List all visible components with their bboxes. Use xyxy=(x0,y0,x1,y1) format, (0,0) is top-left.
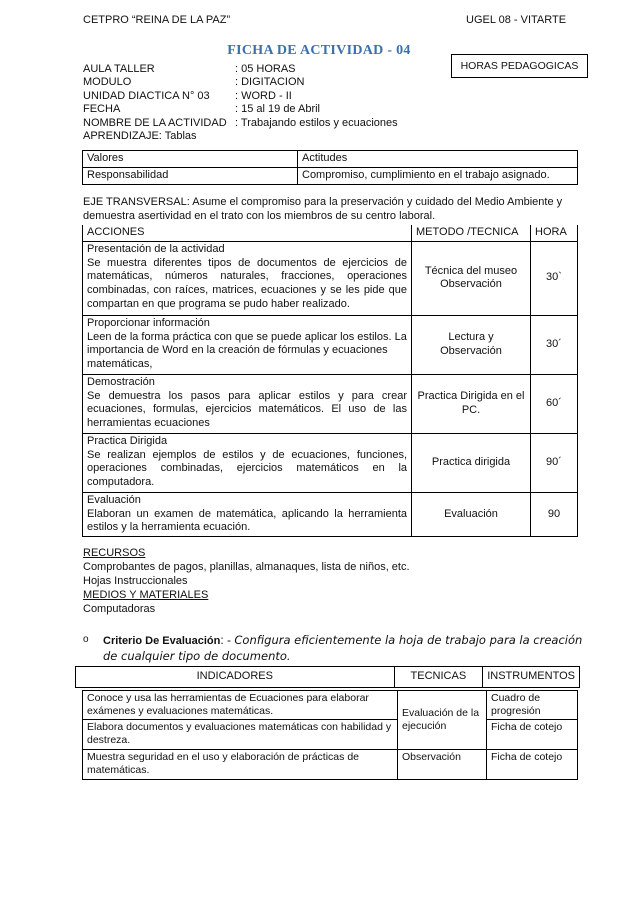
indicadores-header-table xyxy=(75,666,580,688)
header-left: CETPRO “REINA DE LA PAZ” xyxy=(83,14,231,26)
accion-title: Demostración xyxy=(87,375,155,388)
info-key: NOMBRE DE LA ACTIVIDAD xyxy=(83,116,227,129)
metodo-header: METODO /TECNICA xyxy=(412,225,531,241)
tecnicas-header: TECNICAS xyxy=(394,667,483,688)
accion-cell xyxy=(83,374,412,433)
metodo-cell: Evaluación xyxy=(412,492,531,536)
table-row xyxy=(83,691,578,720)
instrumento-cell: Cuadro de progresión xyxy=(487,691,578,720)
recursos-heading: RECURSOS xyxy=(83,547,146,559)
hora-cell: 30` xyxy=(531,241,578,315)
info-value: : 05 HORAS xyxy=(235,63,296,75)
accion-cell xyxy=(83,492,412,536)
hora-cell: 90´ xyxy=(531,433,578,492)
criterio-evaluacion xyxy=(83,633,583,664)
medios-heading: MEDIOS Y MATERIALES xyxy=(83,589,209,601)
info-key: APRENDIZAJE: Tablas xyxy=(83,129,197,142)
table-row xyxy=(83,241,578,315)
info-row xyxy=(83,103,398,116)
accion-desc: Elaboran un examen de matemática, aplicando la herramienta estilos y la herramienta ecuación. xyxy=(87,507,407,534)
table-row xyxy=(83,720,578,750)
table-row xyxy=(83,151,578,168)
table-row xyxy=(83,315,578,374)
medios-line: Computadoras xyxy=(83,603,156,615)
metodo-cell: Practica dirigida xyxy=(412,433,531,492)
indicador-cell: Conoce y usa las herramientas de Ecuaciones para elaborar exámenes y evaluaciones matemáticas. xyxy=(83,691,398,720)
tecnica-cell: Evaluación de la ejecución xyxy=(398,691,487,750)
info-key: AULA TALLER xyxy=(83,63,155,75)
metodo-cell: Lectura y Observación xyxy=(412,315,531,374)
header-right: UGEL 08 - VITARTE xyxy=(466,14,567,26)
actitud-cell: Compromiso, cumplimiento en el trabajo asignado. xyxy=(298,168,578,185)
indicador-cell: Muestra seguridad en el uso y elaboración de prácticas de matemáticas. xyxy=(83,750,398,780)
table-row xyxy=(83,225,578,241)
info-row xyxy=(83,90,398,103)
instrumento-cell: Ficha de cotejo xyxy=(487,720,578,750)
valor-cell: Responsabilidad xyxy=(83,168,298,185)
criterio-sep: : - xyxy=(220,633,235,647)
actitudes-header: Actitudes xyxy=(298,151,578,168)
valores-table xyxy=(82,150,578,185)
info-value: : WORD - II xyxy=(235,89,292,102)
metodo-cell: Técnica del museo Observación xyxy=(412,241,531,315)
info-row xyxy=(83,76,398,89)
metodo-cell: Practica Dirigida en el PC. xyxy=(412,374,531,433)
valores-header: Valores xyxy=(83,151,298,168)
criterio-label: Criterio De Evaluación xyxy=(103,635,221,647)
info-row xyxy=(83,63,398,76)
table-row xyxy=(83,492,578,536)
instrumento-cell: Ficha de cotejo xyxy=(487,750,578,780)
acciones-table xyxy=(82,225,578,537)
info-value: : Trabajando estilos y ecuaciones xyxy=(235,116,398,129)
hora-cell: 30´ xyxy=(531,315,578,374)
eje-transversal: EJE TRANSVERSAL: Asume el compromiso para la preservación y cuidado del Medio Ambiente y demuestra asertividad en el trato con los miembros de su centro laboral. xyxy=(83,196,563,222)
hora-cell: 60´ xyxy=(531,374,578,433)
info-block xyxy=(83,63,398,143)
accion-title: Presentación de la actividad xyxy=(87,242,225,255)
instrumentos-header: INSTRUMENTOS xyxy=(483,667,580,688)
info-value: : DIGITACION xyxy=(235,76,305,89)
criterio-text: Configura eficientemente la hoja de trabajo para la creación de cualquier tipo de documento. xyxy=(103,633,583,663)
table-row xyxy=(83,433,578,492)
info-row xyxy=(83,117,398,130)
accion-desc: Se muestra diferentes tipos de documentos de ejercicios de matemáticas, números naturales, fracciones, operaciones combinadas, con raíces, matrices, ecuaciones y se les pide que compartan en que programa se pudo haber realizado. xyxy=(87,256,407,310)
accion-title: Practica Dirigida xyxy=(87,434,168,447)
info-value: : 15 al 19 de Abril xyxy=(235,103,321,116)
table-row xyxy=(83,374,578,433)
table-row xyxy=(83,168,578,185)
indicadores-header: INDICADORES xyxy=(76,667,395,688)
table-row xyxy=(76,667,580,688)
info-row xyxy=(83,130,398,143)
accion-desc: Se demuestra los pasos para aplicar estilos y para crear ecuaciones, formulas, ejercicios matemáticos. El uso de las herramientas ecuaciones xyxy=(87,389,407,429)
info-key: MODULO xyxy=(83,76,132,89)
recursos-line: Comprobantes de pagos, planillas, almanaques, lista de niños, etc. xyxy=(83,561,410,573)
accion-desc: Se realizan ejemplos de estilos y de ecuaciones, funciones, operaciones combinadas, ejercicios matemáticos en la computadora. xyxy=(87,448,407,488)
accion-desc: Leen de la forma práctica con que se puede aplicar los estilos. La importancia de Word en la creación de fórmulas y ecuaciones matemáticas, xyxy=(87,330,407,370)
info-key: UNIDAD DIACTICA N° 03 xyxy=(83,89,210,102)
bullet-icon: o xyxy=(83,634,89,645)
accion-cell xyxy=(83,241,412,315)
hora-cell: 90 xyxy=(531,492,578,536)
indicador-cell: Elabora documentos y evaluaciones matemáticas con habilidad y destreza. xyxy=(83,720,398,750)
horas-pedagogicas-box: HORAS PEDAGOGICAS xyxy=(451,54,588,78)
page-title: FICHA DE ACTIVIDAD - 04 xyxy=(227,43,411,58)
table-row xyxy=(83,750,578,780)
accion-title: Evaluación xyxy=(87,493,141,506)
indicadores-table xyxy=(82,690,578,780)
recursos-block xyxy=(83,547,410,617)
tecnica-cell: Observación xyxy=(398,750,487,780)
accion-cell xyxy=(83,433,412,492)
recursos-line: Hojas Instruccionales xyxy=(83,575,188,587)
accion-cell xyxy=(83,315,412,374)
accion-title: Proporcionar información xyxy=(87,316,210,329)
hora-header: HORA xyxy=(531,225,578,241)
acciones-header: ACCIONES xyxy=(83,225,412,241)
info-key: FECHA xyxy=(83,103,121,116)
